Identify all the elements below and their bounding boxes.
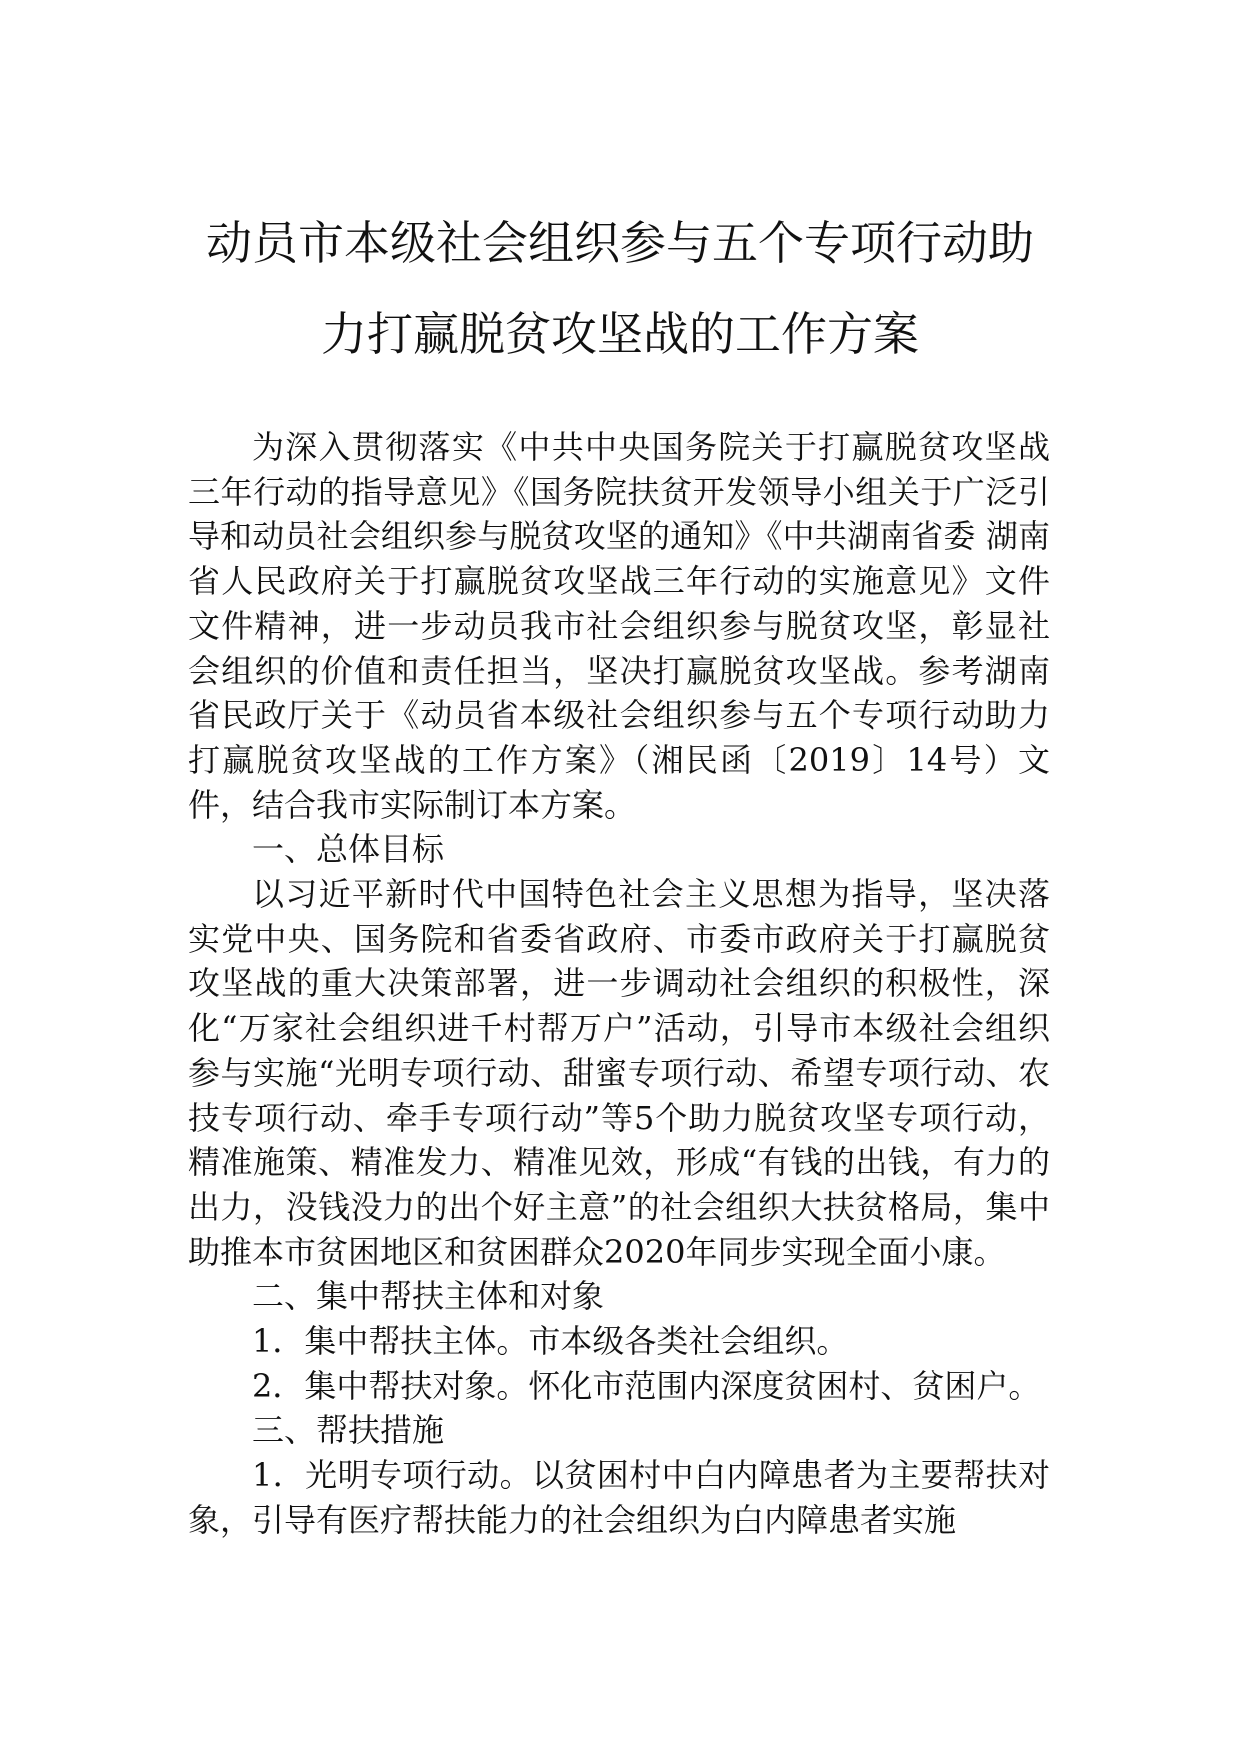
document-body bbox=[188, 425, 1050, 1543]
document-title-line-1: 动员市本级社会组织参与五个专项行动助 bbox=[206, 216, 1034, 270]
intro-paragraph: 为深入贯彻落实《中共中央国务院关于打赢脱贫攻坚战三年行动的指导意见》《国务院扶贫开发领导小组关于广泛引导和动员社会组织参与脱贫攻坚的通知》《中共湖南省委 湖南省人民政府关于打赢脱贫攻坚战三年行动的实施意见》文件文件精神，进一步动员我市社会组织参与脱贫攻坚，彰显社会组织的价值和责任担当，坚决打赢脱贫攻坚战。参考湖南省民政厅关于《动员省本级社会组织参与五个专项行动助力打赢脱贫攻坚战的工作方案》（湘民函〔2019〕14号）文件，结合我市实际制订本方案。 bbox=[188, 428, 1050, 824]
document-title-line-2: 力打赢脱贫攻坚战的工作方案 bbox=[321, 307, 919, 361]
section-heading-overall-goal: 一、总体目标 bbox=[252, 830, 445, 869]
assistance-target-item: 2．集中帮扶对象。怀化市范围内深度贫困村、贫困户。 bbox=[252, 1366, 1041, 1405]
overall-goal-paragraph: 以习近平新时代中国特色社会主义思想为指导，坚决落实党中央、国务院和省委省政府、市委市政府关于打赢脱贫攻坚战的重大决策部署，进一步调动社会组织的积极性，深化“万家社会组织进千村帮万户”活动，引导市本级社会组织参与实施“光明专项行动、甜蜜专项行动、希望专项行动、农技专项行动、牵手专项行动”等5个助力脱贫攻坚专项行动，精准施策、精准发力、精准见效，形成“有钱的出钱，有力的出力，没钱没力的出个好主意”的社会组织大扶贫格局，集中助推本市贫困地区和贫困群众2020年同步实现全面小康。 bbox=[188, 875, 1050, 1271]
measure-item-1: 1．光明专项行动。以贫困村中白内障患者为主要帮扶对象，引导有医疗帮扶能力的社会组织为白内障患者实施 bbox=[188, 1456, 1050, 1539]
section-heading-measures: 三、帮扶措施 bbox=[252, 1411, 445, 1450]
section-heading-assistance-subjects: 二、集中帮扶主体和对象 bbox=[252, 1277, 605, 1316]
assistance-subject-item: 1．集中帮扶主体。市本级各类社会组织。 bbox=[252, 1322, 849, 1361]
